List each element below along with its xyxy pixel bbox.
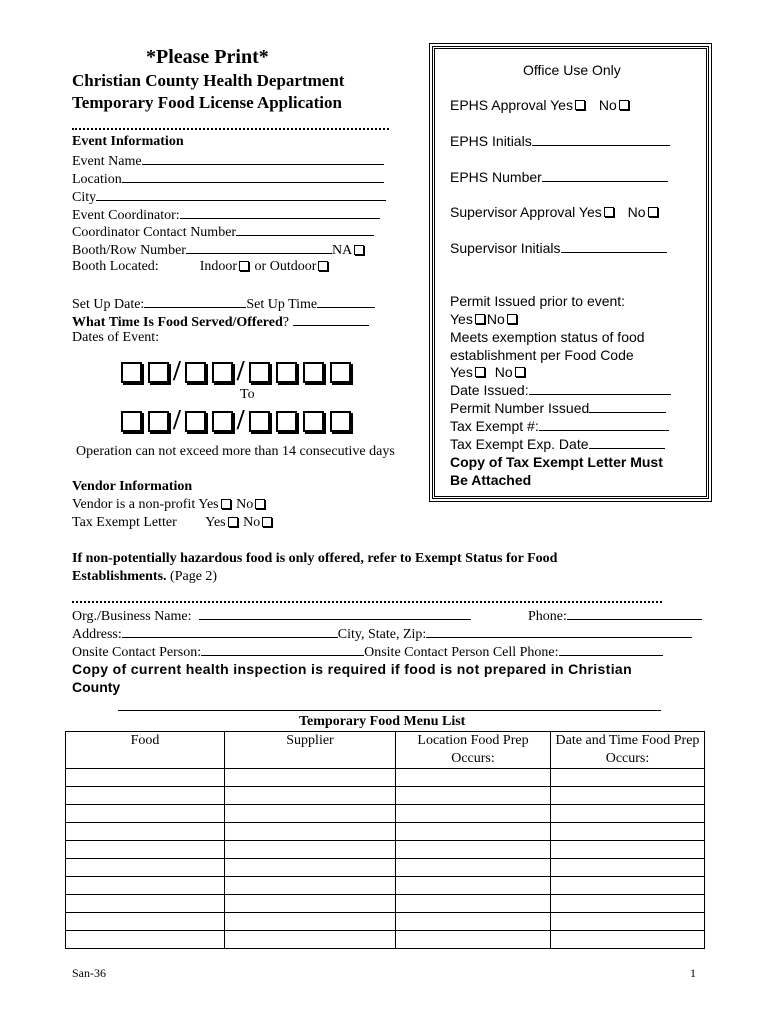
menu-cell[interactable] [396,841,551,859]
booth-row-field[interactable] [186,241,332,254]
tax-exempt-yes-label: Yes [205,515,226,530]
menu-cell[interactable] [396,913,551,931]
table-row [66,895,705,913]
address-field[interactable] [122,625,338,638]
non-profit-row [72,497,267,513]
non-profit-no-checkbox[interactable] [255,499,265,509]
menu-cell[interactable] [396,895,551,913]
ephs-initials-field[interactable] [532,133,670,146]
setup-time-label: Set Up Time [246,297,318,312]
permit-prior-label: Permit Issued prior to event: [450,293,626,309]
exemption-no-label: No [494,364,513,380]
permit-prior-no-checkbox[interactable] [507,314,517,324]
end-year-box-2[interactable] [276,411,297,432]
onsite-cell-label: Onsite Contact Person Cell Phone: [364,645,559,660]
tax-exempt-exp-field[interactable] [589,436,665,449]
non-profit-label: Vendor is a non-profit [72,497,196,512]
exempt-note-bold: Establishments. [72,569,167,584]
start-date-boxes [118,356,354,388]
location-label: Location [72,172,122,187]
menu-cell[interactable] [396,805,551,823]
time-served-label: What Time Is Food Served/Offered [72,315,283,330]
end-day-box-2[interactable] [212,411,233,432]
menu-cell[interactable] [551,859,705,877]
end-year-box-4[interactable] [330,411,351,432]
table-row [66,841,705,859]
location-field[interactable] [122,170,384,183]
coordinator-contact-label: Coordinator Contact Number [72,225,237,240]
exempt-note-page: (Page 2) [170,569,218,584]
onsite-contact-label: Onsite Contact Person: [72,645,202,660]
date-issued-row [450,382,671,398]
to-label: To [240,387,255,402]
copy-letter-line-1: Copy of Tax Exempt Letter Must [450,454,663,470]
or-label: or [254,259,267,274]
setup-row [72,295,375,313]
event-section-title: Event Information [72,134,184,149]
end-day-box-1[interactable] [185,411,206,432]
menu-cell[interactable] [551,877,705,895]
ephs-initials-row [450,133,670,149]
office-use-title: Office Use Only [523,62,621,78]
menu-divider [118,710,661,711]
booth-located-row [72,259,330,275]
org-name-field[interactable] [199,607,471,620]
supervisor-approval-label: Supervisor Approval Yes [450,204,602,220]
menu-cell[interactable] [66,769,225,787]
menu-cell[interactable] [551,931,705,949]
permit-prior-yes-label: Yes [450,311,473,327]
menu-cell[interactable] [396,877,551,895]
tax-exempt-exp-row [450,436,665,452]
exemption-line-2: establishment per Food Code [450,347,634,363]
setup-time-field[interactable] [317,295,375,308]
menu-cell[interactable] [225,769,396,787]
outdoor-label: Outdoor [269,259,317,274]
form-code: San-36 [72,966,106,980]
tax-exempt-no-checkbox[interactable] [262,517,272,527]
event-name-field[interactable] [142,152,384,165]
exempt-note-line-1: If non-potentially hazardous food is only offered, refer to Exempt Status for Food [72,551,558,566]
question-mark: ? [282,315,289,330]
tax-exempt-letter-row [72,515,274,531]
menu-cell[interactable] [225,841,396,859]
header-divider [72,128,389,130]
phone-label: Phone: [528,609,567,624]
table-row [66,823,705,841]
date-issued-field[interactable] [529,382,671,395]
non-profit-yes-checkbox[interactable] [221,499,231,509]
menu-cell[interactable] [66,877,225,895]
coordinator-contact-row [72,223,374,241]
table-row [66,931,705,949]
menu-cell[interactable] [225,805,396,823]
setup-date-field[interactable] [144,295,246,308]
exempt-note-line-2 [72,569,217,585]
ephs-initials-label: EPHS Initials [450,133,532,149]
start-day-box-2[interactable] [212,362,233,383]
event-name-row [72,152,384,170]
supervisor-approval-row [450,204,660,220]
form-title: Temporary Food License Application [72,93,342,112]
operation-note: Operation can not exceed more than 14 consecutive days [76,444,395,459]
menu-cell[interactable] [66,859,225,877]
na-label: NA [331,243,353,258]
please-print: *Please Print* [146,46,269,68]
address-label: Address: [72,627,122,642]
city-row [72,188,386,206]
menu-cell[interactable] [225,823,396,841]
start-month-box-2[interactable] [148,362,169,383]
menu-header-row [66,732,705,769]
onsite-cell-field[interactable] [559,643,663,656]
menu-cell[interactable] [396,787,551,805]
coordinator-contact-field[interactable] [236,223,374,236]
coordinator-field[interactable] [180,206,380,219]
inspection-note-line-2: County [72,679,121,695]
event-name-label: Event Name [72,154,142,169]
menu-cell[interactable] [66,805,225,823]
menu-cell[interactable] [551,913,705,931]
date-slash: / [236,356,245,387]
ephs-approval-row [450,97,631,113]
menu-cell[interactable] [66,931,225,949]
exemption-line-1: Meets exemption status of food [450,329,645,345]
booth-row [72,241,366,259]
menu-table [65,731,705,949]
start-month-box-1[interactable] [121,362,142,383]
city-state-zip-label: City, State, Zip: [337,627,427,642]
menu-cell[interactable] [66,787,225,805]
coordinator-label: Event Coordinator: [72,208,180,223]
inspection-note-line-1: Copy of current health inspection is required if food is not prepared in Christian [72,661,632,677]
menu-cell[interactable] [66,841,225,859]
booth-located-label: Booth Located: [72,259,159,274]
date-slash: / [173,356,181,387]
end-month-box-1[interactable] [121,411,142,432]
menu-title: Temporary Food Menu List [299,714,466,729]
date-slash: / [173,405,181,436]
end-year-box-1[interactable] [249,411,270,432]
menu-cell[interactable] [225,931,396,949]
start-year-box-1[interactable] [249,362,270,383]
org-name-label: Org./Business Name: [72,609,192,624]
page-number: 1 [690,966,696,980]
indoor-label: Indoor [199,259,238,274]
menu-cell[interactable] [551,823,705,841]
menu-column-food: Food [66,732,225,769]
onsite-contact-row [72,643,663,661]
menu-cell[interactable] [66,913,225,931]
time-served-field[interactable] [293,313,369,326]
supervisor-approval-no-label: No [627,204,646,220]
menu-cell[interactable] [551,769,705,787]
start-day-box-1[interactable] [185,362,206,383]
tax-exempt-number-label: Tax Exempt #: [450,418,539,434]
setup-date-label: Set Up Date: [72,297,145,312]
table-row [66,769,705,787]
menu-cell[interactable] [225,787,396,805]
tax-exempt-exp-label: Tax Exempt Exp. Date [450,436,589,452]
business-divider [72,601,662,603]
tax-exempt-yes-checkbox[interactable] [228,517,238,527]
coordinator-row [72,206,380,224]
end-date-boxes [118,405,354,437]
menu-cell[interactable] [66,823,225,841]
permit-number-row [450,400,666,416]
menu-cell[interactable] [225,895,396,913]
menu-column-location: Location Food Prep Occurs: [396,732,551,769]
menu-cell[interactable] [396,931,551,949]
menu-cell[interactable] [551,841,705,859]
menu-cell[interactable] [396,823,551,841]
phone-row [528,607,702,625]
supervisor-initials-row [450,240,667,256]
menu-column-supplier: Supplier [225,732,396,769]
end-year-box-3[interactable] [303,411,324,432]
table-row [66,859,705,877]
ephs-approval-no-label: No [598,97,617,113]
ephs-number-field[interactable] [542,169,668,182]
supervisor-approval-no-checkbox[interactable] [648,207,658,217]
exemption-yes-checkbox[interactable] [475,367,485,377]
booth-row-label: Booth/Row Number [72,243,186,258]
vendor-section-title: Vendor Information [72,479,193,494]
org-name-row [72,607,471,625]
address-row [72,625,692,643]
permit-prior-no-label: No [486,311,505,327]
table-row [66,913,705,931]
city-label: City [72,190,97,205]
start-year-box-2[interactable] [276,362,297,383]
permit-number-label: Permit Number Issued [450,400,590,416]
menu-cell[interactable] [225,877,396,895]
ephs-approval-label: EPHS Approval Yes [450,97,573,113]
non-profit-no-label: No [236,497,254,512]
menu-cell[interactable] [551,805,705,823]
tax-exempt-no-label: No [243,515,261,530]
ephs-approval-no-checkbox[interactable] [619,100,629,110]
permit-prior-yes-checkbox[interactable] [475,314,485,324]
table-row [66,877,705,895]
exemption-no-checkbox[interactable] [515,367,525,377]
ephs-approval-yes-checkbox[interactable] [575,100,585,110]
ephs-number-label: EPHS Number [450,169,542,185]
table-row [66,787,705,805]
ephs-number-row [450,169,668,185]
tax-exempt-number-field[interactable] [539,418,669,431]
na-checkbox[interactable] [354,245,364,255]
city-state-zip-field[interactable] [426,625,692,638]
end-month-box-2[interactable] [148,411,169,432]
onsite-contact-field[interactable] [201,643,364,656]
table-row [66,805,705,823]
non-profit-yes-label: Yes [198,497,219,512]
date-slash: / [236,405,245,436]
menu-cell[interactable] [551,895,705,913]
menu-column-date-time: Date and Time Food Prep Occurs: [551,732,705,769]
date-issued-label: Date Issued: [450,382,529,398]
city-field[interactable] [96,188,386,201]
exemption-row [450,364,527,380]
exemption-yes-label: Yes [450,364,473,380]
menu-cell[interactable] [396,859,551,877]
outdoor-checkbox[interactable] [318,261,328,271]
tax-exempt-number-row [450,418,669,434]
indoor-checkbox[interactable] [239,261,249,271]
start-year-box-3[interactable] [303,362,324,383]
dates-of-event-label: Dates of Event: [72,330,160,345]
start-year-box-4[interactable] [330,362,351,383]
permit-prior-row [450,311,519,327]
supervisor-initials-label: Supervisor Initials [450,240,561,256]
menu-cell[interactable] [396,769,551,787]
menu-cell[interactable] [225,859,396,877]
phone-field[interactable] [567,607,702,620]
supervisor-initials-field[interactable] [561,240,667,253]
permit-number-field[interactable] [589,400,666,413]
tax-exempt-letter-label: Tax Exempt Letter [72,515,177,530]
location-row [72,170,384,188]
menu-cell[interactable] [551,787,705,805]
menu-cell[interactable] [225,913,396,931]
menu-cell[interactable] [66,895,225,913]
supervisor-approval-yes-checkbox[interactable] [604,207,614,217]
copy-letter-line-2: Be Attached [450,472,532,488]
department-name: Christian County Health Department [72,71,345,90]
time-served-row [72,313,369,331]
